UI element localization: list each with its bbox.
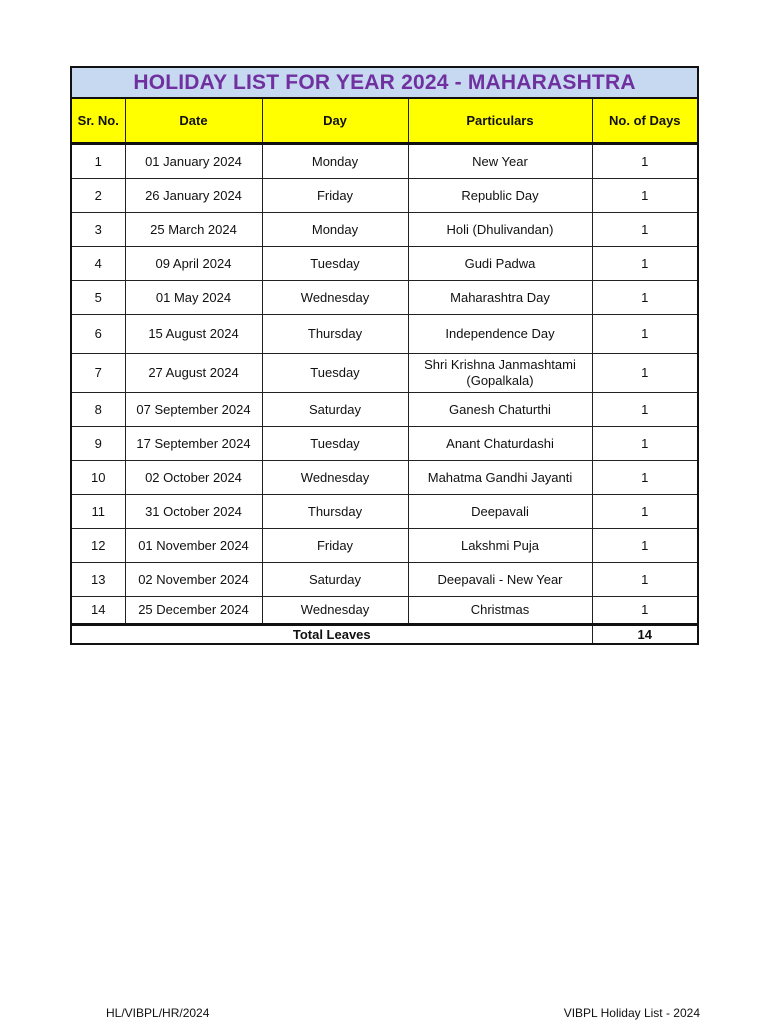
days-cell: 1 — [592, 315, 698, 354]
date-cell: 25 December 2024 — [125, 597, 262, 625]
date-cell: 02 November 2024 — [125, 563, 262, 597]
days-cell: 1 — [592, 563, 698, 597]
particulars-cell: Mahatma Gandhi Jayanti — [408, 461, 592, 495]
date-cell: 27 August 2024 — [125, 354, 262, 393]
days-cell: 1 — [592, 144, 698, 179]
particulars-cell: Deepavali — [408, 495, 592, 529]
day-cell: Wednesday — [262, 281, 408, 315]
table-row — [71, 563, 698, 597]
total-label: Total Leaves — [71, 625, 592, 645]
date-cell: 31 October 2024 — [125, 495, 262, 529]
table-row — [71, 213, 698, 247]
date-cell: 01 May 2024 — [125, 281, 262, 315]
sr-no-cell: 9 — [71, 427, 125, 461]
date-cell: 07 September 2024 — [125, 393, 262, 427]
day-cell: Saturday — [262, 393, 408, 427]
particulars-cell: Holi (Dhulivandan) — [408, 213, 592, 247]
sr-no-cell: 2 — [71, 179, 125, 213]
table-row — [71, 179, 698, 213]
table-row — [71, 247, 698, 281]
table-row — [71, 597, 698, 625]
sr-no-cell: 6 — [71, 315, 125, 354]
table-row — [71, 144, 698, 179]
footer-reference: HL/VIBPL/HR/2024 — [106, 1006, 210, 1020]
days-cell: 1 — [592, 179, 698, 213]
table-row — [71, 461, 698, 495]
sr-no-cell: 4 — [71, 247, 125, 281]
sr-no-cell: 13 — [71, 563, 125, 597]
day-cell: Monday — [262, 213, 408, 247]
days-cell: 1 — [592, 247, 698, 281]
particulars-cell: Maharashtra Day — [408, 281, 592, 315]
days-cell: 1 — [592, 354, 698, 393]
holiday-table — [70, 66, 699, 645]
sr-no-cell: 1 — [71, 144, 125, 179]
table-row — [71, 281, 698, 315]
particulars-cell: Ganesh Chaturthi — [408, 393, 592, 427]
days-cell: 1 — [592, 281, 698, 315]
particulars-cell: Shri Krishna Janmashtami (Gopalkala) — [408, 354, 592, 393]
date-cell: 25 March 2024 — [125, 213, 262, 247]
date-cell: 26 January 2024 — [125, 179, 262, 213]
day-cell: Wednesday — [262, 597, 408, 625]
day-cell: Saturday — [262, 563, 408, 597]
sr-no-cell: 8 — [71, 393, 125, 427]
particulars-cell: Christmas — [408, 597, 592, 625]
page-title: HOLIDAY LIST FOR YEAR 2024 - MAHARASHTRA — [71, 67, 698, 98]
header-row — [71, 98, 698, 144]
days-cell: 1 — [592, 461, 698, 495]
particulars-cell: Deepavali - New Year — [408, 563, 592, 597]
days-cell: 1 — [592, 213, 698, 247]
sr-no-cell: 10 — [71, 461, 125, 495]
day-cell: Friday — [262, 529, 408, 563]
sr-no-cell: 7 — [71, 354, 125, 393]
day-cell: Thursday — [262, 495, 408, 529]
particulars-cell: Gudi Padwa — [408, 247, 592, 281]
particulars-cell: Anant Chaturdashi — [408, 427, 592, 461]
day-cell: Thursday — [262, 315, 408, 354]
total-value: 14 — [592, 625, 698, 645]
days-cell: 1 — [592, 427, 698, 461]
table-row — [71, 495, 698, 529]
particulars-cell: New Year — [408, 144, 592, 179]
header-date: Date — [125, 98, 262, 144]
day-cell: Tuesday — [262, 354, 408, 393]
particulars-cell: Lakshmi Puja — [408, 529, 592, 563]
table-row — [71, 393, 698, 427]
day-cell: Friday — [262, 179, 408, 213]
table-row — [71, 354, 698, 393]
date-cell: 09 April 2024 — [125, 247, 262, 281]
header-day: Day — [262, 98, 408, 144]
particulars-cell: Independence Day — [408, 315, 592, 354]
days-cell: 1 — [592, 495, 698, 529]
date-cell: 01 January 2024 — [125, 144, 262, 179]
sr-no-cell: 12 — [71, 529, 125, 563]
sr-no-cell: 11 — [71, 495, 125, 529]
particulars-cell: Republic Day — [408, 179, 592, 213]
day-cell: Tuesday — [262, 427, 408, 461]
sr-no-cell: 3 — [71, 213, 125, 247]
header-particulars: Particulars — [408, 98, 592, 144]
days-cell: 1 — [592, 597, 698, 625]
date-cell: 15 August 2024 — [125, 315, 262, 354]
date-cell: 01 November 2024 — [125, 529, 262, 563]
footer-title: VIBPL Holiday List - 2024 — [563, 1006, 700, 1020]
header-sr-no: Sr. No. — [71, 98, 125, 144]
day-cell: Monday — [262, 144, 408, 179]
total-row — [71, 625, 698, 645]
sr-no-cell: 14 — [71, 597, 125, 625]
day-cell: Wednesday — [262, 461, 408, 495]
days-cell: 1 — [592, 529, 698, 563]
date-cell: 17 September 2024 — [125, 427, 262, 461]
table-row — [71, 529, 698, 563]
table-row — [71, 315, 698, 354]
header-no-of-days: No. of Days — [592, 98, 698, 144]
sr-no-cell: 5 — [71, 281, 125, 315]
table-row — [71, 427, 698, 461]
days-cell: 1 — [592, 393, 698, 427]
day-cell: Tuesday — [262, 247, 408, 281]
date-cell: 02 October 2024 — [125, 461, 262, 495]
